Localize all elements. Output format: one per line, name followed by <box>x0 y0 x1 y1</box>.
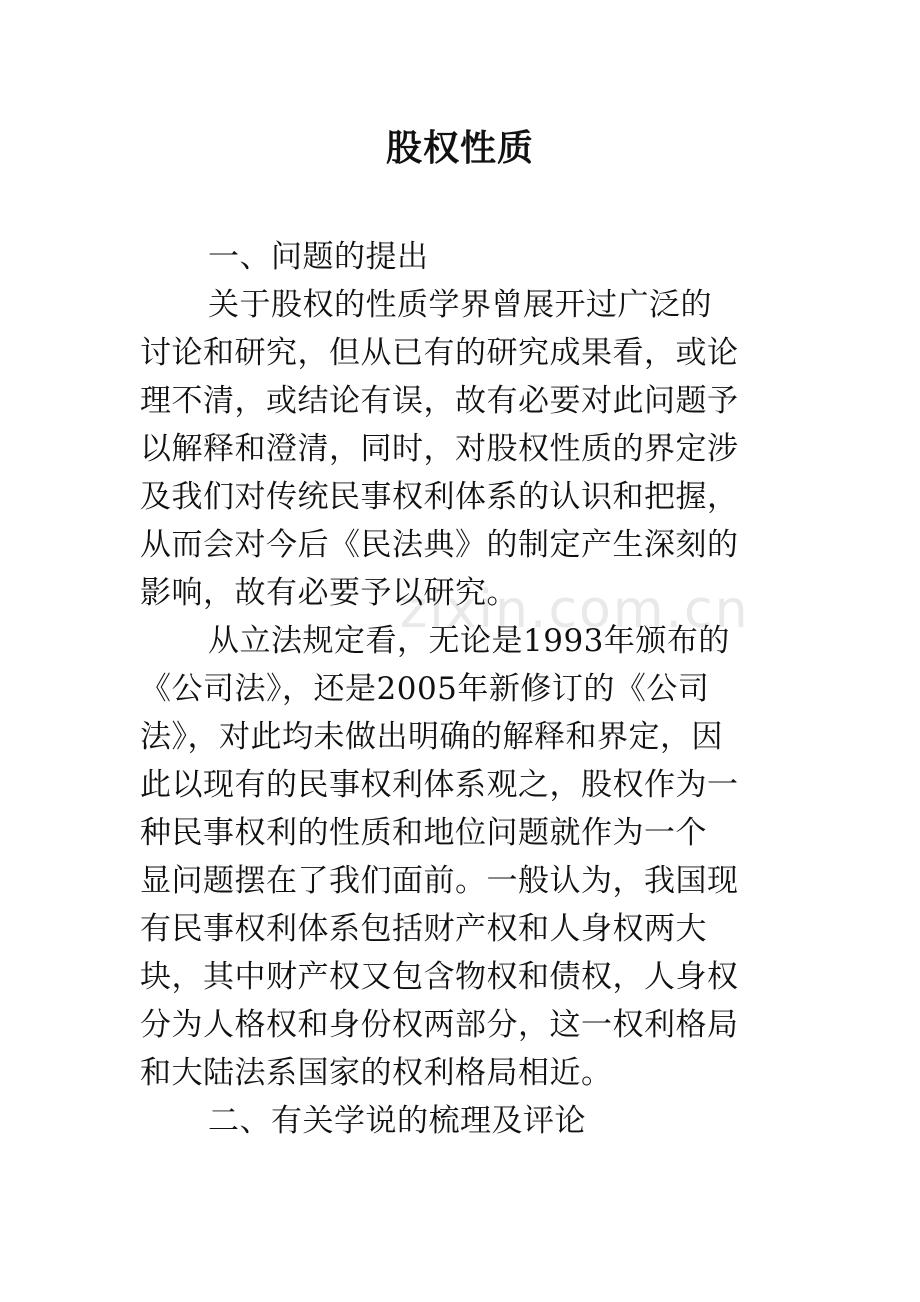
paragraph-1-line-5: 及我们对传统民事权利体系的认识和把握， <box>140 479 739 515</box>
paragraph-2-line-10: 和大陆法系国家的权利格局相近。 <box>140 1055 613 1091</box>
watermark: zixin.com.cn <box>400 580 750 640</box>
paragraph-2-line-6: 显问题摆在了我们面前。一般认为，我国现 <box>140 863 739 899</box>
paragraph-1-line-4: 以解释和澄清，同时，对股权性质的界定涉 <box>140 431 739 467</box>
paragraph-1-line-6: 从而会对今后《民法典》的制定产生深刻的 <box>140 527 739 563</box>
section-heading-1: 一、问题的提出 <box>208 239 429 275</box>
paragraph-1-line-1: 关于股权的性质学界曾展开过广泛的 <box>208 287 712 323</box>
paragraph-2-line-3: 法》，对此均未做出明确的解释和界定，因 <box>140 719 723 755</box>
paragraph-2-line-7: 有民事权利体系包括财产权和人身权两大 <box>140 911 707 947</box>
paragraph-1-line-3: 理不清，或结论有误，故有必要对此问题予 <box>140 383 739 419</box>
document-title: 股权性质 <box>385 127 534 169</box>
paragraph-1-line-2: 讨论和研究，但从已有的研究成果看，或论 <box>140 335 739 371</box>
document-body <box>140 233 800 1145</box>
paragraph-2-line-1: 从立法规定看，无论是1993年颁布的 <box>208 623 730 659</box>
paragraph-2-line-2: 《公司法》，还是2005年新修订的《公司 <box>140 671 710 707</box>
paragraph-2-line-5: 种民事权利的性质和地位问题就作为一个 <box>140 815 707 851</box>
paragraph-1-line-7: 影响，故有必要予以研究。 <box>140 575 518 611</box>
section-heading-2: 二、有关学说的梳理及评论 <box>208 1103 586 1139</box>
paragraph-2-line-4: 此以现有的民事权利体系观之，股权作为一 <box>140 767 739 803</box>
paragraph-2-line-8: 块，其中财产权又包含物权和债权，人身权 <box>140 959 739 995</box>
paragraph-2-line-9: 分为人格权和身份权两部分，这一权利格局 <box>140 1007 739 1043</box>
